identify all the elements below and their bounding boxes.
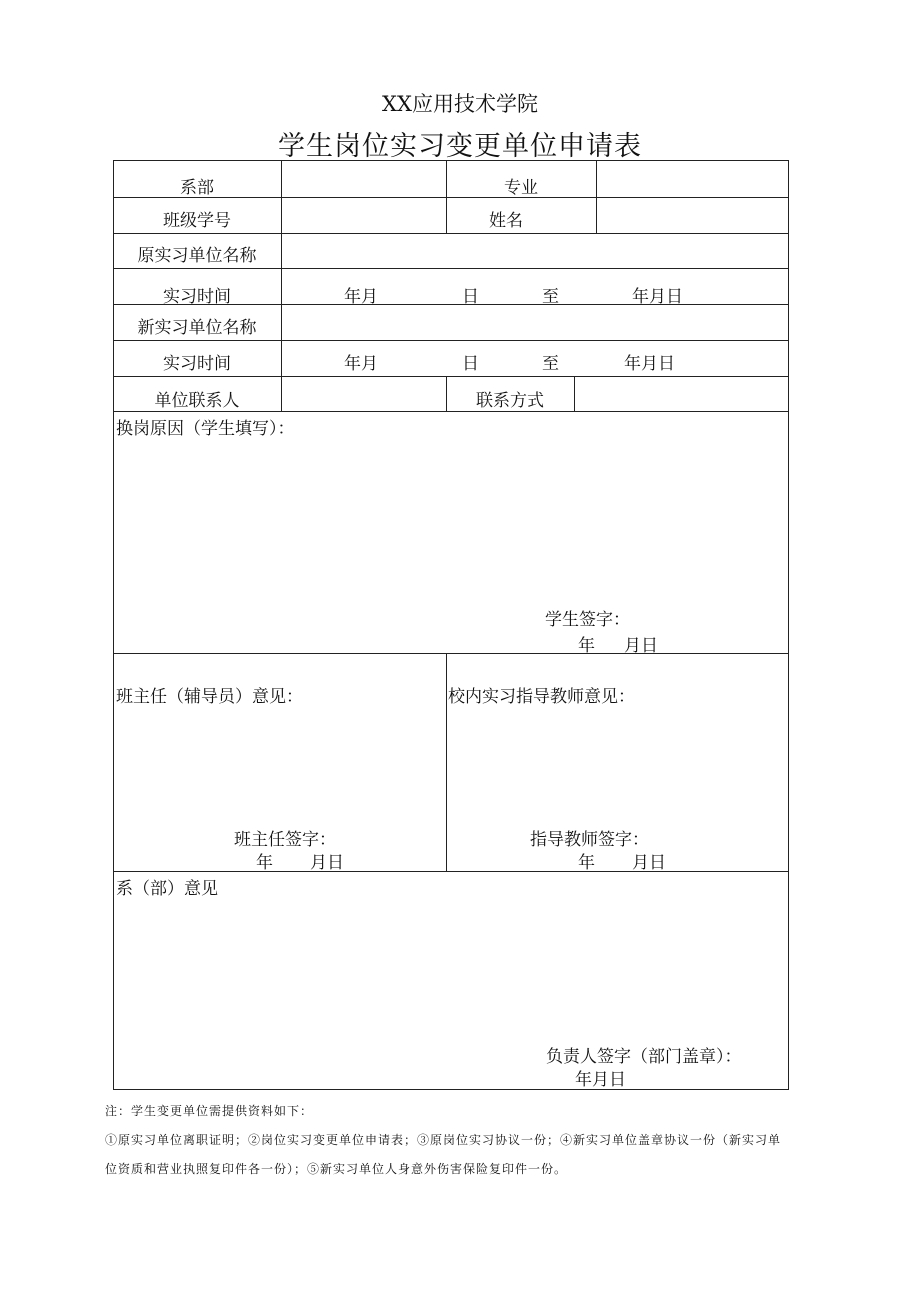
dept-opinion-label: 系（部）意见 xyxy=(116,879,218,899)
original-unit-field[interactable] xyxy=(283,235,787,267)
start-day[interactable]: 日 xyxy=(462,287,479,307)
head-teacher-signature-label: 班主任签字： xyxy=(234,830,336,850)
instructor-sign-month-day: 月日 xyxy=(632,853,666,873)
col-divider xyxy=(596,160,597,233)
end-date[interactable]: 年月日 xyxy=(632,287,683,307)
class-id-field[interactable] xyxy=(283,199,445,232)
reason-textarea[interactable] xyxy=(115,440,787,600)
major-field[interactable] xyxy=(598,162,787,196)
contact-method-field[interactable] xyxy=(576,378,787,410)
new-unit-label: 新实习单位名称 xyxy=(137,318,257,338)
dept-signature-label: 负责人签字（部门盖章）： xyxy=(546,1047,742,1067)
reason-label: 换岗原因（学生填写）： xyxy=(116,419,295,439)
unit-contact-field[interactable] xyxy=(283,378,445,410)
major-label: 专业 xyxy=(504,178,538,198)
note-line: 位资质和营业执照复印件各一份）；⑤新实习单位人身意外伤害保险复印件一份。 xyxy=(105,1162,568,1176)
student-signature-label: 学生签字： xyxy=(545,610,630,630)
col-divider xyxy=(574,376,575,411)
col-divider xyxy=(281,160,282,411)
new-start-day[interactable]: 日 xyxy=(462,354,479,374)
student-sign-month-day: 月日 xyxy=(624,636,658,656)
row-divider xyxy=(113,376,789,377)
instructor-sign-year: 年 xyxy=(578,853,595,873)
department-label: 系部 xyxy=(180,178,214,198)
name-label: 姓名 xyxy=(489,211,523,231)
new-end-date[interactable]: 年月日 xyxy=(624,354,675,374)
instructor-signature-label: 指导教师签字： xyxy=(530,830,649,850)
row-divider xyxy=(113,653,789,654)
department-field[interactable] xyxy=(283,162,445,196)
instructor-opinion-field[interactable] xyxy=(448,710,786,815)
row-divider xyxy=(113,411,789,412)
dept-opinion-field[interactable] xyxy=(115,900,787,1030)
row-divider xyxy=(113,871,789,872)
unit-contact-label: 单位联系人 xyxy=(154,391,240,411)
instructor-opinion-label: 校内实习指导教师意见： xyxy=(448,687,635,707)
internship-time-label: 实习时间 xyxy=(163,287,231,307)
col-divider xyxy=(446,653,447,871)
dept-sign-date: 年月日 xyxy=(575,1070,626,1090)
table-border-right xyxy=(788,160,789,1090)
name-field[interactable] xyxy=(598,199,787,232)
head-teacher-sign-year: 年 xyxy=(256,853,273,873)
date-to-2: 至 xyxy=(542,354,559,374)
row-divider xyxy=(113,340,789,341)
new-start-year-month[interactable]: 年月 xyxy=(344,354,378,374)
note-heading: 注：学生变更单位需提供资料如下： xyxy=(105,1104,314,1118)
start-year-month[interactable]: 年月 xyxy=(344,287,378,307)
contact-method-label: 联系方式 xyxy=(476,391,544,411)
note-line: ①原实习单位离职证明；②岗位实习变更单位申请表；③原岗位实习协议一份；④新实习单位盖章协议一份（新实习单 xyxy=(105,1133,782,1147)
head-teacher-sign-month-day: 月日 xyxy=(310,853,344,873)
row-divider xyxy=(113,233,789,234)
head-teacher-opinion-field[interactable] xyxy=(115,710,444,815)
original-unit-label: 原实习单位名称 xyxy=(137,246,257,266)
head-teacher-opinion-label: 班主任（辅导员）意见： xyxy=(116,687,303,707)
date-to: 至 xyxy=(542,287,559,307)
form-title: 学生岗位实习变更单位申请表 xyxy=(278,131,642,162)
table-border-top xyxy=(113,160,789,161)
table-border-bottom xyxy=(113,1089,789,1090)
school-name: XX应用技术学院 xyxy=(382,92,538,116)
row-divider xyxy=(113,268,789,269)
new-unit-field[interactable] xyxy=(283,306,787,339)
class-id-label: 班级学号 xyxy=(163,211,231,231)
student-sign-year: 年 xyxy=(578,636,595,656)
internship-time-label-2: 实习时间 xyxy=(163,354,231,374)
